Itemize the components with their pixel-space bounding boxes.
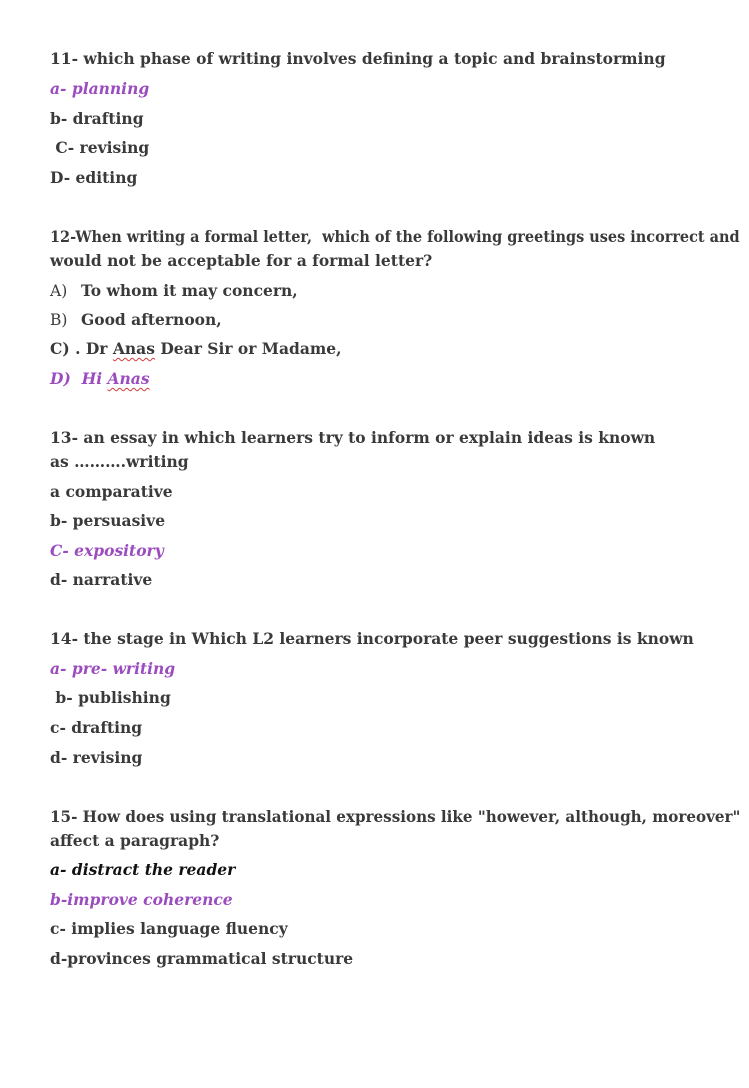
question-13-option-b: b- persuasive bbox=[50, 511, 166, 530]
option-text-post: Dear Sir or Madame, bbox=[154, 339, 342, 358]
spellcheck-flagged-word[interactable]: Anas bbox=[112, 339, 155, 358]
question-12-option-d bbox=[50, 369, 150, 388]
question-12-stem-line-1: 12-When writing a formal letter, which of the following greetings uses incorrect and bbox=[50, 227, 740, 246]
question-11-stem: 11- which phase of writing involves defining a topic and brainstorming bbox=[50, 49, 666, 68]
spellcheck-flagged-word[interactable]: Anas bbox=[107, 369, 150, 388]
question-15-option-b: b-improve coherence bbox=[50, 890, 233, 909]
question-13-stem-line-2: as ……….writing bbox=[50, 452, 189, 471]
question-15-stem-line-1: 15- How does using translational expressions like "however, although, moreover" bbox=[50, 807, 741, 826]
question-12-option-a bbox=[50, 281, 298, 300]
option-letter: B) bbox=[50, 311, 68, 329]
option-letter: A) bbox=[50, 282, 68, 300]
question-13-option-a: a comparative bbox=[50, 482, 173, 501]
question-15-option-d: d-provinces grammatical structure bbox=[50, 949, 354, 968]
question-11-option-b: b- drafting bbox=[50, 109, 144, 128]
option-text-pre: C) . Dr bbox=[50, 339, 113, 358]
question-14-option-c: c- drafting bbox=[50, 718, 143, 737]
question-15-option-a: a- distract the reader bbox=[50, 860, 236, 879]
question-13-stem-line-1: 13- an essay in which learners try to inform or explain ideas is known bbox=[50, 428, 656, 447]
question-11-option-d: D- editing bbox=[50, 168, 138, 187]
question-14-option-b: b- publishing bbox=[50, 688, 171, 707]
question-14-option-d: d- revising bbox=[50, 748, 143, 767]
question-13-option-d: d- narrative bbox=[50, 570, 153, 589]
question-14-stem: 14- the stage in Which L2 learners incorporate peer suggestions is known bbox=[50, 629, 694, 648]
question-12-option-b bbox=[50, 310, 222, 329]
option-text-pre: D) Hi bbox=[50, 369, 108, 388]
question-13-option-c: C- expository bbox=[50, 541, 164, 560]
question-11-option-c: C- revising bbox=[50, 138, 150, 157]
question-14-option-a: a- pre- writing bbox=[50, 659, 176, 678]
question-15-option-c: c- implies language fluency bbox=[50, 919, 288, 938]
question-15-stem-line-2: affect a paragraph? bbox=[50, 831, 220, 850]
option-text: Good afternoon, bbox=[81, 310, 222, 329]
question-12-stem-line-2: would not be acceptable for a formal letter? bbox=[50, 251, 433, 270]
question-12-option-c bbox=[50, 339, 342, 358]
option-text: To whom it may concern, bbox=[81, 281, 298, 300]
question-11-option-a: a- planning bbox=[50, 79, 150, 98]
